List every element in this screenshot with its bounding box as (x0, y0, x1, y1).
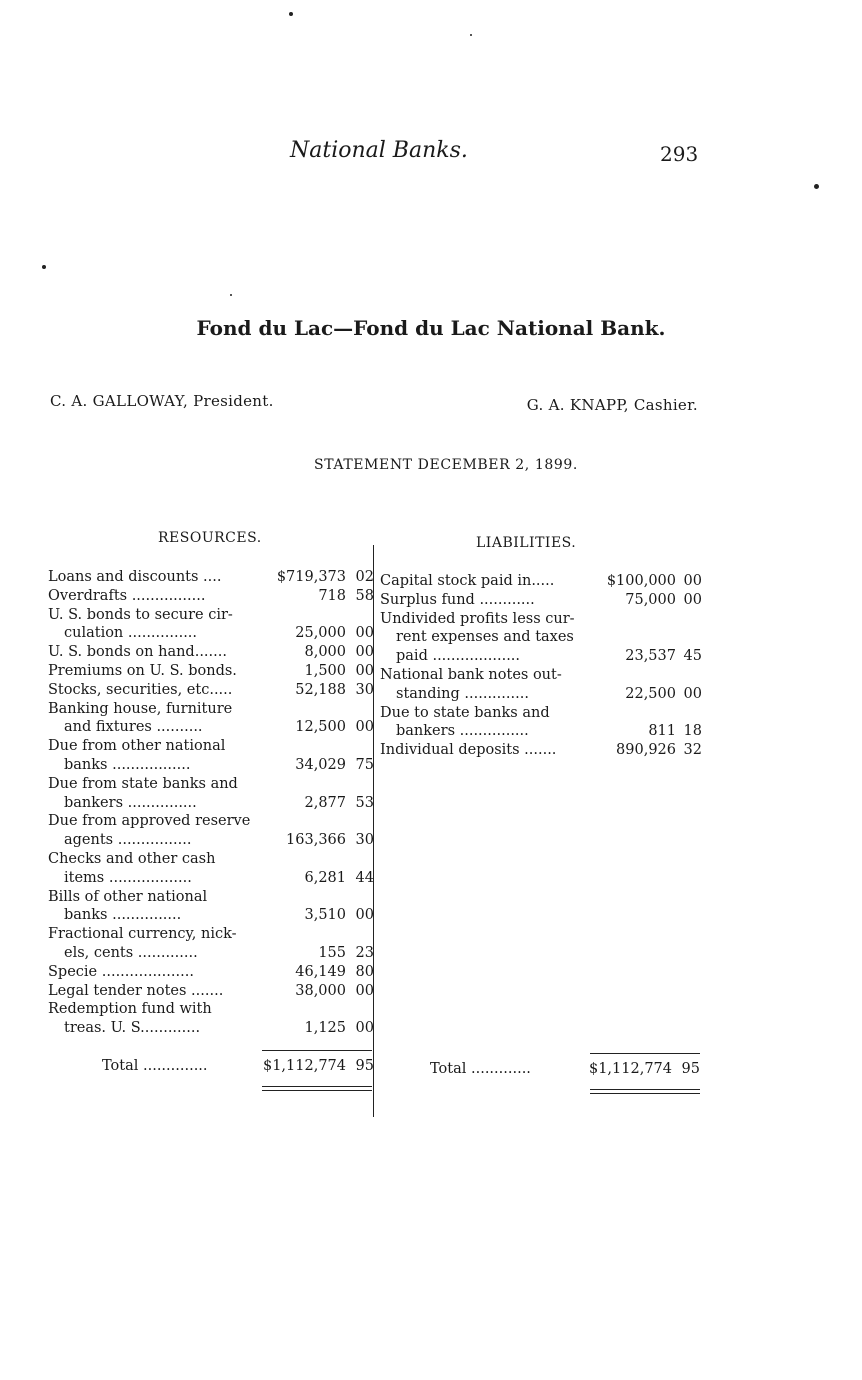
resources-row (48, 869, 378, 888)
running-title: National Banks. (290, 138, 468, 163)
liabilities-total-label: Total ............. (430, 1061, 531, 1077)
resources-row-label: bankers ............... (64, 794, 197, 811)
resources-row-label: Banking house, furniture (48, 700, 233, 717)
resources-row (48, 850, 378, 869)
liabilities-double-rule-1 (590, 1089, 700, 1090)
resources-row-label: culation ............... (64, 625, 198, 642)
resources-row-dollars: 2,877 (304, 794, 346, 811)
president-name: C. A. GALLOWAY, President. (50, 392, 274, 410)
resources-row (48, 606, 378, 625)
resources-total-rule (262, 1050, 372, 1051)
liabilities-row-cents: 32 (683, 742, 702, 759)
resources-row-label: banks ................. (64, 756, 191, 773)
liabilities-row-cents: 00 (683, 685, 702, 702)
resources-row-cents: 23 (355, 944, 374, 961)
resources-row-cents: 75 (355, 756, 374, 773)
cashier-name: G. A. KNAPP, Cashier. (526, 396, 698, 414)
resources-row (48, 681, 378, 700)
resources-row-cents: 00 (355, 719, 374, 736)
resources-double-rule-1 (262, 1086, 372, 1087)
resources-row (48, 662, 378, 681)
bank-title: Fond du Lac—Fond du Lac National Bank. (196, 316, 666, 340)
scan-speck (42, 265, 46, 269)
resources-row-dollars: 12,500 (295, 719, 346, 736)
liabilities-row-label: Individual deposits ....... (380, 742, 557, 759)
resources-row-label: Due from other national (48, 738, 226, 755)
resources-row-label: els, cents ............. (64, 944, 198, 961)
resources-row-label: Legal tender notes ....... (48, 982, 224, 999)
resources-row (48, 925, 378, 944)
resources-row-dollars: 38,000 (295, 982, 346, 999)
scan-speck (230, 294, 232, 296)
resources-row (48, 756, 378, 775)
liabilities-row-label: National bank notes out- (380, 666, 562, 683)
liabilities-row (380, 628, 704, 647)
resources-row-dollars: 52,188 (295, 681, 346, 698)
resources-row-dollars: 155 (318, 944, 346, 961)
liabilities-row (380, 647, 704, 666)
liabilities-row (380, 741, 704, 760)
resources-row (48, 700, 378, 719)
liabilities-row-dollars: 75,000 (625, 591, 676, 608)
liabilities-row-label: Undivided profits less cur- (380, 610, 575, 627)
resources-row-cents: 53 (355, 794, 374, 811)
resources-row-cents: 30 (355, 832, 374, 849)
resources-row-cents: 80 (355, 963, 374, 980)
liabilities-heading: LIABILITIES. (476, 535, 577, 551)
liabilities-double-rule-2 (590, 1093, 700, 1094)
resources-row-cents: 00 (355, 982, 374, 999)
liabilities-row-label: bankers ............... (396, 723, 529, 740)
resources-row-cents: 58 (355, 587, 374, 604)
resources-row (48, 624, 378, 643)
resources-row-label: banks ............... (64, 907, 182, 924)
resources-row-cents: 00 (355, 1020, 374, 1037)
resources-row-dollars: 46,149 (295, 963, 346, 980)
running-head (0, 138, 862, 168)
resources-row (48, 944, 378, 963)
liabilities-row (380, 610, 704, 629)
scan-speck (814, 184, 819, 189)
resources-row-dollars: 718 (318, 587, 346, 604)
liabilities-row-label: standing .............. (396, 685, 529, 702)
resources-row (48, 775, 378, 794)
liabilities-row (380, 591, 704, 610)
resources-row-cents: 00 (355, 625, 374, 642)
resources-row-label: treas. U. S............. (64, 1020, 201, 1037)
resources-row (48, 643, 378, 662)
liabilities-total-cents: 95 (681, 1061, 700, 1077)
liabilities-row-cents: 00 (683, 591, 702, 608)
page-number: 293 (660, 142, 699, 166)
resources-row (48, 587, 378, 606)
liabilities-row (380, 722, 704, 741)
liabilities-row-label: rent expenses and taxes (396, 629, 574, 646)
resources-row-dollars: 34,029 (295, 756, 346, 773)
liabilities-row-dollars: 890,926 (616, 742, 676, 759)
resources-row-dollars: 6,281 (304, 869, 346, 886)
resources-row-label: Bills of other national (48, 888, 208, 905)
resources-row-dollars: 25,000 (295, 625, 346, 642)
resources-row-dollars: $719,373 (276, 569, 346, 585)
resources-row-cents: 00 (355, 644, 374, 661)
resources-row (48, 1000, 378, 1019)
liabilities-row (380, 666, 704, 685)
resources-row-label: U. S. bonds to secure cir- (48, 606, 233, 623)
resources-double-rule-2 (262, 1090, 372, 1091)
scan-speck (470, 34, 472, 36)
liabilities-total-rule (590, 1053, 700, 1054)
liabilities-row-cents: 00 (683, 573, 702, 589)
resources-total-dollars: $1,112,774 (262, 1058, 346, 1074)
statement-date: STATEMENT DECEMBER 2, 1899. (314, 457, 578, 473)
resources-row (48, 737, 378, 756)
resources-total-label: Total .............. (102, 1058, 208, 1074)
resources-total-cents: 95 (355, 1058, 374, 1074)
liabilities-table (380, 572, 704, 760)
resources-row-cents: 00 (355, 662, 374, 679)
resources-row-cents: 00 (355, 907, 374, 924)
resources-row (48, 1019, 378, 1038)
resources-row-label: Redemption fund with (48, 1001, 212, 1018)
resources-row-label: Due from state banks and (48, 775, 238, 792)
resources-row-label: Premiums on U. S. bonds. (48, 662, 237, 679)
liabilities-total-dollars: $1,112,774 (588, 1061, 672, 1077)
resources-row-cents: 44 (355, 869, 374, 886)
resources-row (48, 831, 378, 850)
resources-row-label: and fixtures .......... (64, 719, 203, 736)
resources-row-label: Fractional currency, nick- (48, 926, 237, 943)
resources-row-dollars: 3,510 (304, 907, 346, 924)
resources-row-dollars: 1,125 (304, 1020, 346, 1037)
liabilities-row-dollars: $100,000 (606, 573, 676, 589)
resources-row-label: Checks and other cash (48, 850, 216, 867)
liabilities-row-label: Due to state banks and (380, 704, 550, 721)
liabilities-row-label: paid ................... (396, 648, 521, 665)
resources-row-dollars: 8,000 (304, 644, 346, 661)
resources-row-cents: 30 (355, 681, 374, 698)
liabilities-row (380, 572, 704, 591)
resources-row-label: agents ................ (64, 832, 192, 849)
liabilities-row-cents: 45 (683, 648, 702, 665)
liabilities-row-dollars: 811 (648, 723, 676, 740)
resources-row-label: U. S. bonds on hand....... (48, 644, 227, 661)
liabilities-row (380, 685, 704, 704)
liabilities-row-dollars: 23,537 (625, 648, 676, 665)
resources-row-label: Overdrafts ................ (48, 587, 206, 604)
resources-heading: RESOURCES. (158, 530, 262, 546)
resources-row (48, 718, 378, 737)
liabilities-row-cents: 18 (683, 723, 702, 740)
liabilities-row-dollars: 22,500 (625, 685, 676, 702)
resources-table (48, 568, 378, 1038)
resources-row-label: Loans and discounts .... (48, 569, 222, 585)
liabilities-row (380, 704, 704, 723)
resources-row (48, 812, 378, 831)
resources-row (48, 794, 378, 813)
resources-row-label: Due from approved reserve (48, 813, 251, 830)
resources-row-label: items .................. (64, 869, 192, 886)
resources-row (48, 982, 378, 1001)
scan-speck (289, 12, 293, 16)
resources-row (48, 568, 378, 587)
resources-row-label: Specie .................... (48, 963, 194, 980)
liabilities-row-label: Capital stock paid in..... (380, 573, 555, 589)
resources-row-dollars: 1,500 (304, 662, 346, 679)
resources-row-label: Stocks, securities, etc..... (48, 681, 233, 698)
resources-row-dollars: 163,366 (286, 832, 346, 849)
resources-row (48, 888, 378, 907)
resources-row (48, 906, 378, 925)
resources-row-cents: 02 (355, 569, 374, 585)
liabilities-row-label: Surplus fund ............ (380, 591, 535, 608)
resources-row (48, 963, 378, 982)
